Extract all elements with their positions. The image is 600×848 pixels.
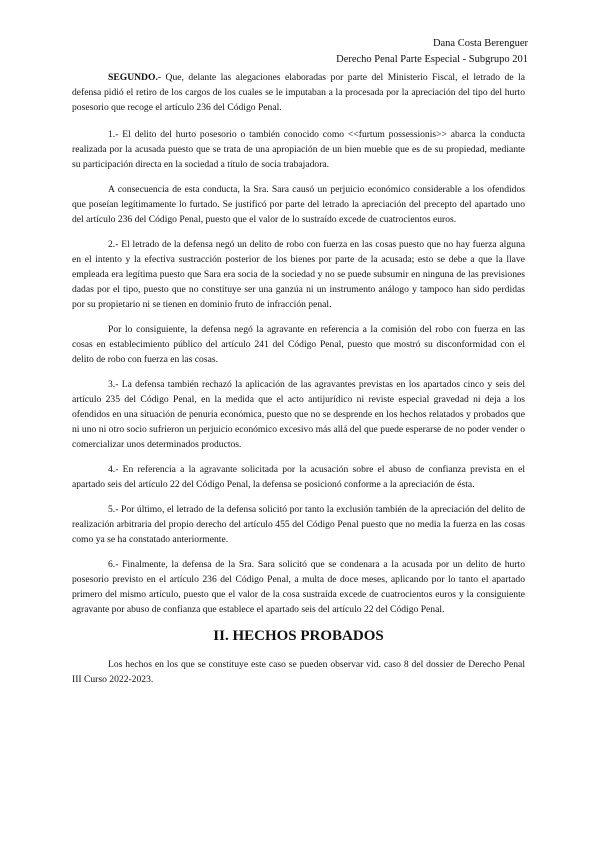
- paragraph-text: Que, delante las alegaciones elaboradas por parte del Ministerio Fiscal, el letrado de la defensa pidió el retiro de los cargos de los cuales se le imputaban a la procesada por la apreciación del tipo del hurto posesorio que recoge el artículo 236 del Código Penal.: [72, 72, 525, 113]
- paragraph-5: 3.- La defensa también rechazó la aplicación de las agravantes previstas en los apartados cinco y seis del artículo 235 del Código Penal, en la medida que el acto antijurídico ni reviste especial gravedad ni deja a los ofendidos en una situación de penuria económica, puesto que no se desprende en los hechos relatados y probados que ni uno ni otro socio sufrieron un perjuicio económico excesivo más allá del que puede esperarse de no poder vender o comercializar unos determinados productos.: [72, 379, 525, 450]
- section-paragraph: Los hechos en los que se constituye este caso se pueden observar vid. caso 8 del dossier de Derecho Penal III Curso 2022-2023.: [72, 659, 525, 685]
- course-name: Derecho Penal Parte Especial - Subgrupo 201: [336, 54, 528, 65]
- paragraph-lead: SEGUNDO.-: [108, 72, 162, 83]
- paragraph-3: 2.- El letrado de la defensa negó un delito de robo con fuerza en las cosas puesto que no hay fuerza alguna en el intento y la efectiva sustracción posterior de los bienes por parte de la acusada; esto se debe a que la llave empleada era legítima puesto que Sara era socia de la sociedad y no se puede subsumir en ninguna de las previsiones dadas por el tipo, puesto que no constituye ser una ganzúa ni un instrumento análogo y tampoco han sido perdidas por su propietario ni se tienen en dominio fruto de infracción penal.: [72, 239, 525, 310]
- document-body: [72, 70, 525, 697]
- paragraph-1: 1.- El delito del hurto posesorio o también conocido como <<furtum possessionis>> abarca la conducta realizada por la acusada puesto que se trata de una apropiación de un bien mueble que es de su propiedad, mediante su participación directa en la sociedad a título de socia trabajadora.: [72, 129, 525, 170]
- paragraph-segundo: [72, 70, 525, 115]
- paragraph-4: Por lo consiguiente, la defensa negó la agravante en referencia a la comisión del robo con fuerza en las cosas en establecimiento público del artículo 241 del Código Penal, puesto que mostró su disconformidad con el delito de robo con fuerza en las cosas.: [72, 324, 525, 365]
- paragraph-7: 5.- Por último, el letrado de la defensa solicitó por tanto la exclusión también de la apreciación del delito de realización arbitraria del propio derecho del artículo 455 del Código Penal puesto que no media la fuerza en las cosas como ya se ha constatado anteriormente.: [72, 504, 525, 545]
- section-heading: II. HECHOS PROBADOS: [213, 628, 384, 644]
- author-name: Dana Costa Berenguer: [432, 38, 528, 49]
- page-header: [336, 36, 528, 68]
- paragraph-2: A consecuencia de esta conducta, la Sra. Sara causó un perjuicio económico considerable a los ofendidos que poseían legítimamente lo furtado. Se justificó por parte del letrado la apreciación del precepto del apartado uno del artículo 236 del Código Penal, puesto que el valor de lo sustraído excede de cuatrocientos euros.: [72, 184, 525, 225]
- paragraph-6: 4.- En referencia a la agravante solicitada por la acusación sobre el abuso de confianza prevista en el apartado seis del artículo 22 del Código Penal, la defensa se posicionó conforme a la apreciación de ésta.: [72, 464, 525, 490]
- paragraph-8: 6.- Finalmente, la defensa de la Sra. Sara solicitó que se condenara a la acusada por un delito de hurto posesorio previsto en el artículo 236 del Código Penal, a multa de doce meses, aplicando por lo tanto el apartado primero del mismo artículo, puesto que el valor de la cosa sustraída excede de cuatrocientos euros y la consiguiente agravante por abuso de confianza que establece el apartado seis del artículo 22 del Código Penal.: [72, 559, 525, 615]
